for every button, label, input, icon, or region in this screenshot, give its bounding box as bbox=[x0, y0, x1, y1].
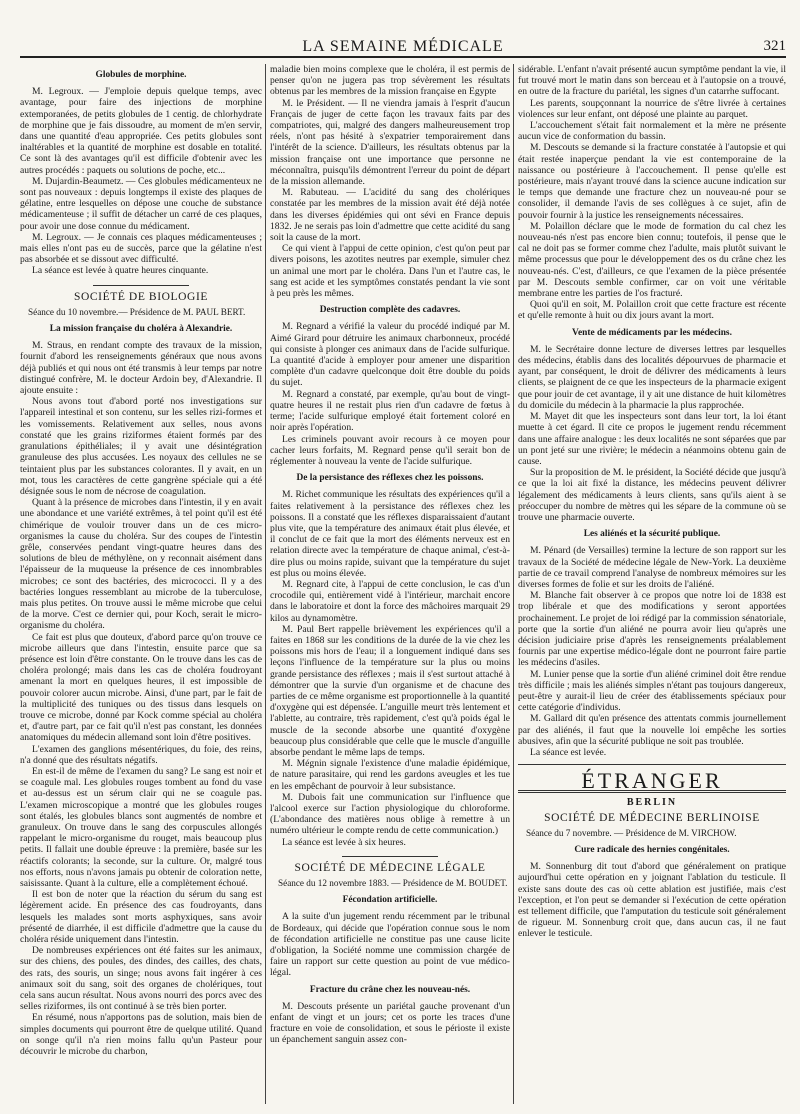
paragraph: M. Regnard cite, à l'appui de cette conclusion, le cas d'un crocodile qui, entièrement vidé à l'intérieur, marchait encore dans le laboratoire et dont la force des mâchoires marquait 29 kilos au dynamomètre. bbox=[270, 578, 510, 624]
paragraph: maladie bien moins complexe que le choléra, il est permis de penser qu'on ne jugera pas trop sévèrement les résultats obtenus par les membres de la mission française en Egypte bbox=[270, 64, 510, 98]
paragraph: En résumé, nous n'apportons pas de solution, mais bien de simples documents qui pourront être de quelque utilité. Quand on songe qu'il n'a rien moins fallu qu'un Pasteur pour découvrir le microbe du charbon, bbox=[20, 1012, 262, 1058]
paragraph: La séance est levée à six heures. bbox=[282, 836, 406, 848]
divider bbox=[342, 856, 438, 857]
paragraph: M. Rabuteau. — L'acidité du sang des cholériques constatée par les membres de la mission avait été déjà notée dans les diverses épidémies qui ont sévi en France depuis 1832. Je ne serais pas loin d'admettre que cette acidité du sang soit la cause de la mort. bbox=[270, 187, 510, 244]
paragraph: M. Mégnin signale l'existence d'une maladie épidémique, de nature parasitaire, qui rend les gardons aveugles et les tue en les empêchant de pourvoir à leur subsistance. bbox=[270, 758, 510, 792]
paragraph: M. Pénard (de Versailles) termine la lecture de son rapport sur les travaux de la Société de médecine légale de New-York. La deuxième partie de ce travail comprend l'analyse de nombreux mémoires sur les diverses formes de folie et sur les droits de l'aliéné. bbox=[518, 545, 786, 590]
paragraph: La séance est levée. bbox=[530, 746, 607, 758]
section-title-medecine-legale: SOCIÉTÉ DE MÉDECINE LÉGALE bbox=[294, 861, 486, 874]
column-divider bbox=[265, 64, 266, 1104]
column-2 bbox=[270, 64, 510, 1106]
subheading-destruction: Destruction complète des cadavres. bbox=[319, 305, 461, 316]
subheading-hernies: Cure radicale des hernies congénitales. bbox=[574, 845, 730, 855]
column-1 bbox=[20, 64, 262, 1106]
subheading-morphine: Globules de morphine. bbox=[95, 70, 187, 80]
seance-line: Séance du 10 novembre.— Présidence de M. PAUL BERT. bbox=[28, 306, 246, 317]
paragraph: M. Regnard a constaté, par exemple, qu'au bout de vingt-quatre heures il ne restait plus rien d'un cadavre de fœtus à terme; l'acide sulfurique employé était fortement coloré en noir après l'opération. bbox=[270, 388, 510, 434]
paragraph: M. Polaillon déclare que le mode de formation du cal chez les nouveau-nés n'est pas encore bien connu; toutefois, il pense que le cal ne doit pas se former comme chez l'adulte, mais plutôt suivant le même processus que pour le développement des os du crâne chez les nouveau-nés. C'est, d'ailleurs, ce que l'examen de la pièce présentée par M. Descouts semble confirmer, car on voit une véritable membrane entre les parties de l'os fracturé. bbox=[518, 220, 786, 300]
paragraph: A la suite d'un jugement rendu récemment par le tribunal de Bordeaux, qui décide que l'opération connue sous le nom de fécondation artificielle ne constitue pas une cause licite d'obligation, la Société nomme une commission chargée de faire un rapport sur cette question au point de vue médico-légal. bbox=[270, 911, 510, 979]
paragraph: M. le Secrétaire donne lecture de diverses lettres par lesquelles des médecins, établis dans des localités dépourvues de pharmacie et ayant, par conséquent, le droit de délivrer des médicaments à leurs clients, se plaignent de ce que les inspecteurs de la pharmacie exigent que pour jouir de cet avantage, il y ait une distance de huit kilomètres du domicile du médecin à la pharmacie la plus rapprochée. bbox=[518, 343, 786, 411]
paragraph: Les parents, soupçonnant la nourrice de s'être livrée à certaines violences sur leur enfant, ont déposé une plainte au parquet. bbox=[518, 97, 786, 120]
city-heading-berlin: BERLIN bbox=[626, 797, 678, 809]
paragraph: M. Dubois fait une communication sur l'influence que l'alcool exerce sur l'action physiologique du chloroforme. (L'abondance des matières nous oblige à remettre à un numéro ultérieur le compte rendu de cette communication.) bbox=[270, 791, 510, 837]
paragraph: L'examen des ganglions mésentériques, du foie, des reins, n'a donné que des résultats négatifs. bbox=[20, 743, 262, 766]
paragraph: M. le Président. — Il ne viendra jamais à l'esprit d'aucun Français de juger de cette façon les travaux faits par des compatriotes, qui, malgré des dangers malheureusement trop réels, n'ont pas hésité à s'expatrier temporairement dans l'intérêt de la science. D'ailleurs, les résultats obtenus par la mission française ont une importance que personne ne méconnaîtra, puisqu'ils démontrent l'erreur du point de départ de la mission allemande. bbox=[270, 97, 510, 188]
paragraph: M. Gallard dit qu'en présence des attentats commis journellement par des aliénés, il faut que la nouvelle loi empêche les sorties abusives, afin que la sécurité publique ne soit pas troublée. bbox=[518, 713, 786, 747]
subheading-fracture: Fracture du crâne chez les nouveau-nés. bbox=[309, 984, 471, 995]
paragraph: Quant à la présence de microbes dans l'intestin, il y en avait une abondance et une variété extrêmes, à tel point qu'il est été chimérique de vouloir trouver dans un de ces micro-organismes la cause du choléra. Sur des coupes de l'intestin grêle, conservées pendant vingt-quatre heures dans des solutions de bleu de méthylène, on y reconnait aisément dans l'épaisseur de la muqueuse la présence de ces innombrables microbes; ce sont des bactéries, des micrococci. Il y a des bactéries longues ressemblant au microbe de la tuberculose, mais plus petites. On trouve aussi le même microbe que celui de la morve. C'est ce dernier qui, pour Koch, serait le micro-organisme du choléra. bbox=[20, 497, 262, 632]
column-divider bbox=[513, 64, 514, 1104]
paragraph: Ce fait est plus que douteux, d'abord parce qu'on trouve ce microbe ailleurs que dans l'intestin, ensuite parce que sa présence est loin d'être constante. On le trouve dans les cas de choléra prolongé; mais dans les cas de choléra foudroyant amenant la mort en quelques heures, il est impossible de pouvoir colorer aucun microbe. Ainsi, d'une part, par le fait de la multiplicité des tuniques ou des tissus dans lesquels on trouve ce microbe, donné par Kock comme spécial au choléra et, d'autre part, par ce fait qu'il n'est pas constant, les données anatomiques du médecin allemand sont loin d'être positives. bbox=[20, 631, 262, 744]
divider bbox=[93, 285, 190, 286]
subheading-mission: La mission française du choléra à Alexandrie. bbox=[49, 324, 233, 335]
paragraph: Les criminels pouvant avoir recours à ce moyen pour cacher leurs forfaits, M. Regnard pense qu'il serait bon de réglementer à nouveau la vente de l'acide sulfurique. bbox=[270, 433, 510, 467]
paragraph: M. Blanche fait observer à ce propos que notre loi de 1838 est trop libérale et que des modifications y seront apportées prochainement. Le projet de loi rédigé par la commission sénatoriale, porte que la sortie d'un aliéné ne pourra avoir lieu qu'après une décision judiciaire prise d'après les renseignements préalablement fournis par une expertise médico-légale dont ne pourront faire partie les médecins d'asiles. bbox=[518, 590, 786, 669]
subheading-fecondation: Fécondation artificielle. bbox=[342, 895, 438, 906]
paragraph: La séance est levée à quatre heures cinquante. bbox=[32, 265, 209, 277]
paragraph: M. Dujardin-Beaumetz. — Ces globules médicamenteux ne sont pas nouveaux : depuis longtemps il existe des plaques de gélatine, entre lesquelles on dépose une couche de substance médicamenteuse ; il suffit de détacher un carré de ces plaques, pour avoir une dose connue du médicament. bbox=[20, 175, 262, 232]
page-header bbox=[20, 36, 786, 58]
section-title-biologie: SOCIÉTÉ DE BIOLOGIE bbox=[73, 290, 209, 303]
paragraph: M. Lunier pense que la sortie d'un aliéné criminel doit être rendue très difficile ; mais les aliénés simples n'étant pas toujours dangereux, peut-être y aurait-il lieu de créer des établissements spéciaux pour cette catégorie d'individus. bbox=[518, 668, 786, 714]
seance-line: Séance du 7 novembre. — Présidence de M. VIRCHOW. bbox=[526, 827, 737, 838]
subheading-vente: Vente de médicaments par les médecins. bbox=[572, 327, 732, 338]
column-3 bbox=[518, 64, 786, 1106]
divider bbox=[518, 764, 786, 765]
section-title-berlin: SOCIÉTÉ DE MÉDECINE BERLINOISE bbox=[544, 811, 760, 824]
paragraph: M. Straus, en rendant compte des travaux de la mission, fournit d'abord les renseignements généraux que nous avons déjà publiés et qui nous ont été transmis à leur temps par notre distingué confrère, M. le docteur Ardoin bey, d'Alexandrie. Il ajoute ensuite : bbox=[20, 340, 262, 397]
paragraph: En est-il de même de l'examen du sang? Le sang est noir et se coagule mal. Les globules rouges tombent au fond du vase et au-dessus est un sérum clair qui ne se coagule pas. L'examen microscopique a montré que les globules rouges sont étalés, les globules blancs sont augmentés de nombre et granuleux. On trouve dans le sang des corpuscules allongés rappelant le micro-organisme du rouget, mais beaucoup plus petits. Il fallait une double épreuve : la première, basée sur les réactifs colorants; la seconde, sur la culture. Or, malgré tous nos efforts, nous n'avons jamais pu obtenir de coloration nette, saisissante. Quant à la culture, elle a complètement échoué. bbox=[20, 765, 262, 890]
paragraph: M. Descouts se demande si la fracture constatée à l'autopsie et qui était restée inaperçue pendant la vie est contemporaine de la naissance ou postérieure à l'accouchement. Il pense qu'elle est postérieure, mais n'ayant trouvé dans la science aucune indication sur le temps que demande une fracture chez un nouveau-né pour se consolider, il demande l'avis de ses collègues à ce sujet, afin de pouvoir fournir à la justice les renseignements nécessaires. bbox=[518, 142, 786, 221]
paragraph: Sur la proposition de M. le président, la Société décide que jusqu'à ce que la loi ait fixé la distance, les médecins peuvent délivrer légalement des médicaments à leurs clients, sans qu'ils aient à se préoccuper du nombre de mètres qui les sépare de la commune où se trouve une pharmacie ouverte. bbox=[518, 467, 786, 523]
paragraph: M. Richet communique les résultats des expériences qu'il a faites relativement à la persistance des réflexes chez les poissons. Il a constaté que les réflexes disparaissaient d'autant plus vite, que la température des animaux était plus élevée, et il conclut de ce fait que la mort des éléments nerveux est en relation directe avec la température de chaque animal, c'est-à-dire plus ou moins rapide, suivant que la température du sujet est plus ou moins élevée. bbox=[270, 489, 510, 579]
paragraph: Ce qui vient à l'appui de cette opinion, c'est qu'on peut par divers poisons, les azotites neutres par exemple, simuler chez un animal une mort par le choléra. Dans l'un et l'autre cas, le sang est acide et les symptômes constatés pendant la vie sont à peu près les mêmes. bbox=[270, 243, 510, 300]
paragraph: De nombreuses expériences ont été faites sur les animaux, sur des chiens, des poules, des dindes, des cailles, des chats, des rats, des souris, un singe; nous avons fait ingérer à ces animaux soit du sang, soit des organes de cholériques, tout cela sans aucun résultat. Nous avons nourri des porcs avec des selles riziformes, ils ont continué à se très bien porter. bbox=[20, 945, 262, 1013]
paragraph: M. Mayet dit que les inspecteurs sont dans leur tort, la loi étant muette à cet égard. Il cite ce propos le jugement rendu récemment dans une affaire analogue : les deux localités ne sont séparées que par un pont jeté sur une rivière; le médecin a néanmoins obtenu gain de cause. bbox=[518, 411, 786, 467]
subheading-alienes: Les aliénés et la sécurité publique. bbox=[583, 529, 721, 540]
journal-title: LA SEMAINE MÉDICALE bbox=[302, 38, 504, 55]
paragraph: M. Regnard a vérifié la valeur du procédé indiqué par M. Aimé Girard pour détruire les animaux charbonneux, procédé qui consiste à plonger ces animaux dans de l'acide sulfurique. La quantité d'acide à employer pour amener une disparition complète d'un cadavre quelconque doit être double du poids du sujet. bbox=[270, 321, 510, 389]
page-number: 321 bbox=[763, 38, 786, 54]
paragraph: M. Legroux. — Je connais ces plaques médicamenteuses ; mais elles n'ont pas eu de succès, parce que la gélatine n'est pas absorbée et se dissout avec difficulté. bbox=[20, 231, 262, 266]
paragraph: sidérable. L'enfant n'avait présenté aucun symptôme pendant la vie, il fut trouvé mort le matin dans son berceau et à l'autopsie on a trouvé, en outre de la fracture du pariétal, les signes d'un catarrhe suffocant. bbox=[518, 64, 786, 98]
paragraph: M. Legroux. — J'emploie depuis quelque temps, avec avantage, pour faire des injections de morphine extemporanées, de petits globules de 1 centig. de chlorhydrate de morphine que je fais dissoudre, au moment de m'en servir, dans une quantité d'eau appropriée. Ces petits globules sont inaltérables et la quantité de morphine est dosable en totalité. Ce sont là des avantages qu'il est difficile d'obtenir avec les autres procédés : paquets ou solutions de poche, etc... bbox=[20, 86, 262, 176]
paragraph: L'accouchement s'était fait normalement et la mère ne présente aucun vice de conformation du bassin. bbox=[518, 120, 786, 143]
paragraph: Il est bon de noter que la réaction du sérum du sang est légèrement acide. En présence des cas foudroyants, dans lesquels les malades sont morts asphyxiques, sans avoir présenté de diarrhée, il est difficile d'admettre que la cause du choléra réside uniquement dans l'intestin. bbox=[20, 889, 262, 946]
section-title-etranger: ÉTRANGER bbox=[581, 768, 723, 794]
seance-line: Séance du 12 novembre 1883. — Présidence de M. BOUDET. bbox=[278, 878, 508, 889]
paragraph: M. Descouts présente un pariétal gauche provenant d'un enfant de vingt et un jours; cet os porte les traces d'une fracture en voie de consolidation, et sous le périoste il existe un épanchement sanguin assez con- bbox=[270, 1000, 510, 1046]
paragraph: Nous avons tout d'abord porté nos investigations sur l'appareil intestinal et son contenu, sur les selles rizi-formes et les vomissements. Relativement aux selles, nous avons constaté que les grains riziformes étaient formés par des granulations épithéliales; il y avait une désintégration granuleuse des plus accusées. Les noyaux des cellules ne se teintaient plus par les substances colorantes. Il y avait, en un mot, tous les caractères de cette gangrène spéciale qui a été désignée sous le nom de nécrose de coagulation. bbox=[20, 396, 262, 497]
paragraph: M. Sonnenburg dit tout d'abord que généralement on pratique aujourd'hui cette opération en y joignant l'ablation du testicule. Il existe sans doute des cas où cette ablation est justifiée, mais c'est l'exception, et l'on peut se demander si l'exécution de cette opération est tellement difficile, que l'amputation du testicule soit généralement de rigueur. M. Sonnenburg croit que, dans aucun cas, il ne faut enlever le testicule. bbox=[518, 861, 786, 940]
paragraph: M. Paul Bert rappelle brièvement les expériences qu'il a faites en 1868 sur les conditions de la durée de la vie chez les poissons mis hors de l'eau; il a longuement indiqué dans ses leçons l'influence de la température sur la plus ou moins grande persistance des réflexes ; mais il s'est surtout attaché à démontrer que la survie d'un organisme et de chacune des parties de ce même organisme est proportionnelle à la quantité d'oxygène qui est dépensée. L'anguille meurt très lentement et l'ablette, au contraire, très rapidement, c'est qu'à poids égal le muscle de la seconde absorbe une quantité d'oxygène beaucoup plus considérable que celle que le muscle d'anguille absorbe pendant le même laps de temps. bbox=[270, 623, 510, 758]
subheading-reflexes: De la persistance des réflexes chez les poissons. bbox=[296, 473, 484, 484]
paragraph: Quoi qu'il en soit, M. Polaillon croit que cette fracture est récente et qu'elle remonte à huit ou dix jours avant la mort. bbox=[518, 299, 786, 322]
